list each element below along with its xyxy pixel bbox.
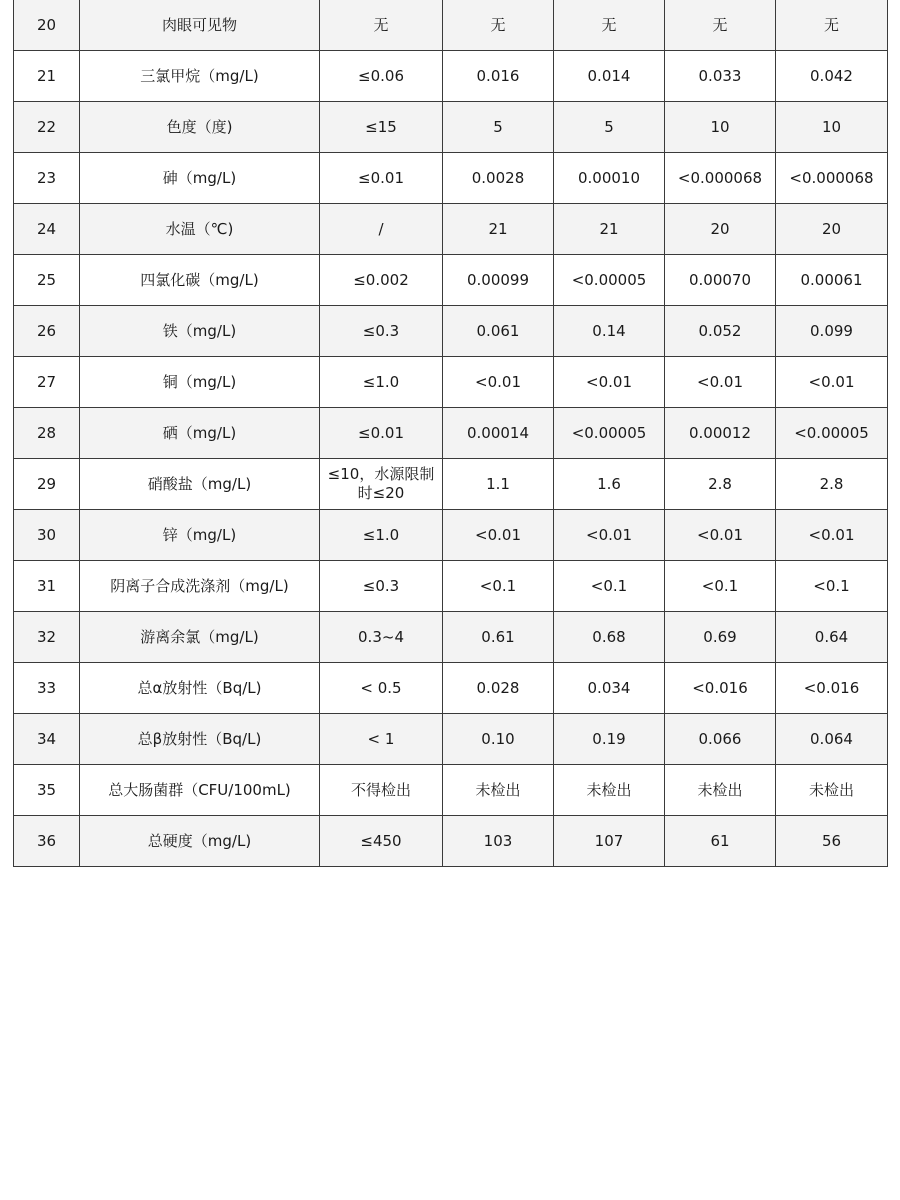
standard-limit-cell: ≤1.0 — [320, 357, 443, 408]
standard-limit-cell: ≤0.002 — [320, 255, 443, 306]
indicator-name-cell: 总α放射性（Bq/L) — [80, 663, 320, 714]
indicator-name-cell: 总β放射性（Bq/L) — [80, 714, 320, 765]
measured-value-cell: <0.01 — [554, 357, 665, 408]
standard-limit-cell: ≤10，水源限制时≤20 — [320, 459, 443, 510]
measured-value-cell: 107 — [554, 816, 665, 867]
measured-value-cell: <0.01 — [554, 510, 665, 561]
row-number-cell: 29 — [14, 459, 80, 510]
table-row — [14, 765, 888, 816]
row-number-cell: 30 — [14, 510, 80, 561]
measured-value-cell: 20 — [665, 204, 776, 255]
measured-value-cell: 2.8 — [776, 459, 888, 510]
table-row — [14, 408, 888, 459]
table-body — [14, 0, 888, 867]
indicator-name-cell: 三氯甲烷（mg/L) — [80, 51, 320, 102]
measured-value-cell: 0.016 — [443, 51, 554, 102]
measured-value-cell: <0.01 — [776, 357, 888, 408]
measured-value-cell: 0.028 — [443, 663, 554, 714]
standard-limit-cell: < 1 — [320, 714, 443, 765]
measured-value-cell: 0.00061 — [776, 255, 888, 306]
indicator-name-cell: 游离余氯（mg/L) — [80, 612, 320, 663]
measured-value-cell: 0.033 — [665, 51, 776, 102]
table-row — [14, 510, 888, 561]
measured-value-cell: 0.042 — [776, 51, 888, 102]
measured-value-cell: 0.19 — [554, 714, 665, 765]
measured-value-cell: <0.1 — [665, 561, 776, 612]
measured-value-cell: 61 — [665, 816, 776, 867]
measured-value-cell: 0.052 — [665, 306, 776, 357]
measured-value-cell: <0.016 — [776, 663, 888, 714]
measured-value-cell: 10 — [665, 102, 776, 153]
indicator-name-cell: 肉眼可见物 — [80, 0, 320, 51]
measured-value-cell: 未检出 — [776, 765, 888, 816]
measured-value-cell: <0.000068 — [776, 153, 888, 204]
table-row — [14, 561, 888, 612]
measured-value-cell: 10 — [776, 102, 888, 153]
measured-value-cell: <0.00005 — [554, 255, 665, 306]
row-number-cell: 21 — [14, 51, 80, 102]
measured-value-cell: <0.01 — [665, 510, 776, 561]
indicator-name-cell: 水温（℃) — [80, 204, 320, 255]
measured-value-cell: 未检出 — [665, 765, 776, 816]
measured-value-cell: <0.01 — [443, 357, 554, 408]
measured-value-cell: 未检出 — [554, 765, 665, 816]
indicator-name-cell: 硒（mg/L) — [80, 408, 320, 459]
measured-value-cell: <0.00005 — [776, 408, 888, 459]
measured-value-cell: 0.061 — [443, 306, 554, 357]
standard-limit-cell: ≤0.01 — [320, 408, 443, 459]
indicator-name-cell: 阴离子合成洗涤剂（mg/L) — [80, 561, 320, 612]
row-number-cell: 26 — [14, 306, 80, 357]
table-row — [14, 255, 888, 306]
measured-value-cell: 未检出 — [443, 765, 554, 816]
water-quality-table — [13, 0, 888, 867]
water-quality-sheet — [13, 0, 887, 867]
measured-value-cell: 0.00099 — [443, 255, 554, 306]
row-number-cell: 36 — [14, 816, 80, 867]
table-row — [14, 204, 888, 255]
row-number-cell: 20 — [14, 0, 80, 51]
indicator-name-cell: 四氯化碳（mg/L) — [80, 255, 320, 306]
standard-limit-cell: ≤0.3 — [320, 306, 443, 357]
measured-value-cell: 0.066 — [665, 714, 776, 765]
measured-value-cell: <0.000068 — [665, 153, 776, 204]
standard-limit-cell: 0.3~4 — [320, 612, 443, 663]
table-row — [14, 612, 888, 663]
measured-value-cell: 20 — [776, 204, 888, 255]
table-row — [14, 357, 888, 408]
standard-limit-cell: / — [320, 204, 443, 255]
measured-value-cell: 5 — [554, 102, 665, 153]
measured-value-cell: 5 — [443, 102, 554, 153]
measured-value-cell: 0.69 — [665, 612, 776, 663]
standard-limit-cell: ≤0.06 — [320, 51, 443, 102]
indicator-name-cell: 锌（mg/L) — [80, 510, 320, 561]
row-number-cell: 34 — [14, 714, 80, 765]
measured-value-cell: 无 — [554, 0, 665, 51]
standard-limit-cell: < 0.5 — [320, 663, 443, 714]
row-number-cell: 35 — [14, 765, 80, 816]
standard-limit-cell: ≤450 — [320, 816, 443, 867]
table-row — [14, 459, 888, 510]
row-number-cell: 25 — [14, 255, 80, 306]
row-number-cell: 24 — [14, 204, 80, 255]
measured-value-cell: 无 — [665, 0, 776, 51]
row-number-cell: 28 — [14, 408, 80, 459]
measured-value-cell: <0.016 — [665, 663, 776, 714]
indicator-name-cell: 硝酸盐（mg/L) — [80, 459, 320, 510]
measured-value-cell: 无 — [443, 0, 554, 51]
measured-value-cell: 56 — [776, 816, 888, 867]
measured-value-cell: 1.1 — [443, 459, 554, 510]
measured-value-cell: 0.00070 — [665, 255, 776, 306]
measured-value-cell: 0.099 — [776, 306, 888, 357]
measured-value-cell: 0.64 — [776, 612, 888, 663]
standard-limit-cell: 不得检出 — [320, 765, 443, 816]
standard-limit-cell: ≤0.3 — [320, 561, 443, 612]
measured-value-cell: 0.00010 — [554, 153, 665, 204]
measured-value-cell: 0.034 — [554, 663, 665, 714]
measured-value-cell: 无 — [776, 0, 888, 51]
measured-value-cell: <0.1 — [554, 561, 665, 612]
row-number-cell: 31 — [14, 561, 80, 612]
measured-value-cell: <0.01 — [665, 357, 776, 408]
indicator-name-cell: 砷（mg/L) — [80, 153, 320, 204]
row-number-cell: 27 — [14, 357, 80, 408]
standard-limit-cell: 无 — [320, 0, 443, 51]
measured-value-cell: 103 — [443, 816, 554, 867]
table-row — [14, 102, 888, 153]
indicator-name-cell: 总大肠菌群（CFU/100mL) — [80, 765, 320, 816]
measured-value-cell: 0.10 — [443, 714, 554, 765]
table-row — [14, 714, 888, 765]
table-row — [14, 51, 888, 102]
indicator-name-cell: 铁（mg/L) — [80, 306, 320, 357]
measured-value-cell: 0.014 — [554, 51, 665, 102]
measured-value-cell: 0.064 — [776, 714, 888, 765]
indicator-name-cell: 色度（度) — [80, 102, 320, 153]
row-number-cell: 33 — [14, 663, 80, 714]
measured-value-cell: 0.0028 — [443, 153, 554, 204]
standard-limit-cell: ≤0.01 — [320, 153, 443, 204]
measured-value-cell: <0.01 — [776, 510, 888, 561]
measured-value-cell: 0.00014 — [443, 408, 554, 459]
table-row — [14, 663, 888, 714]
measured-value-cell: 0.68 — [554, 612, 665, 663]
indicator-name-cell: 总硬度（mg/L) — [80, 816, 320, 867]
table-row — [14, 0, 888, 51]
row-number-cell: 32 — [14, 612, 80, 663]
row-number-cell: 22 — [14, 102, 80, 153]
row-number-cell: 23 — [14, 153, 80, 204]
measured-value-cell: 0.00012 — [665, 408, 776, 459]
table-row — [14, 306, 888, 357]
indicator-name-cell: 铜（mg/L) — [80, 357, 320, 408]
measured-value-cell: 0.14 — [554, 306, 665, 357]
measured-value-cell: <0.00005 — [554, 408, 665, 459]
table-row — [14, 816, 888, 867]
measured-value-cell: <0.01 — [443, 510, 554, 561]
measured-value-cell: 2.8 — [665, 459, 776, 510]
standard-limit-cell: ≤15 — [320, 102, 443, 153]
measured-value-cell: 1.6 — [554, 459, 665, 510]
measured-value-cell: 21 — [554, 204, 665, 255]
measured-value-cell: 21 — [443, 204, 554, 255]
measured-value-cell: <0.1 — [443, 561, 554, 612]
measured-value-cell: 0.61 — [443, 612, 554, 663]
table-row — [14, 153, 888, 204]
measured-value-cell: <0.1 — [776, 561, 888, 612]
standard-limit-cell: ≤1.0 — [320, 510, 443, 561]
